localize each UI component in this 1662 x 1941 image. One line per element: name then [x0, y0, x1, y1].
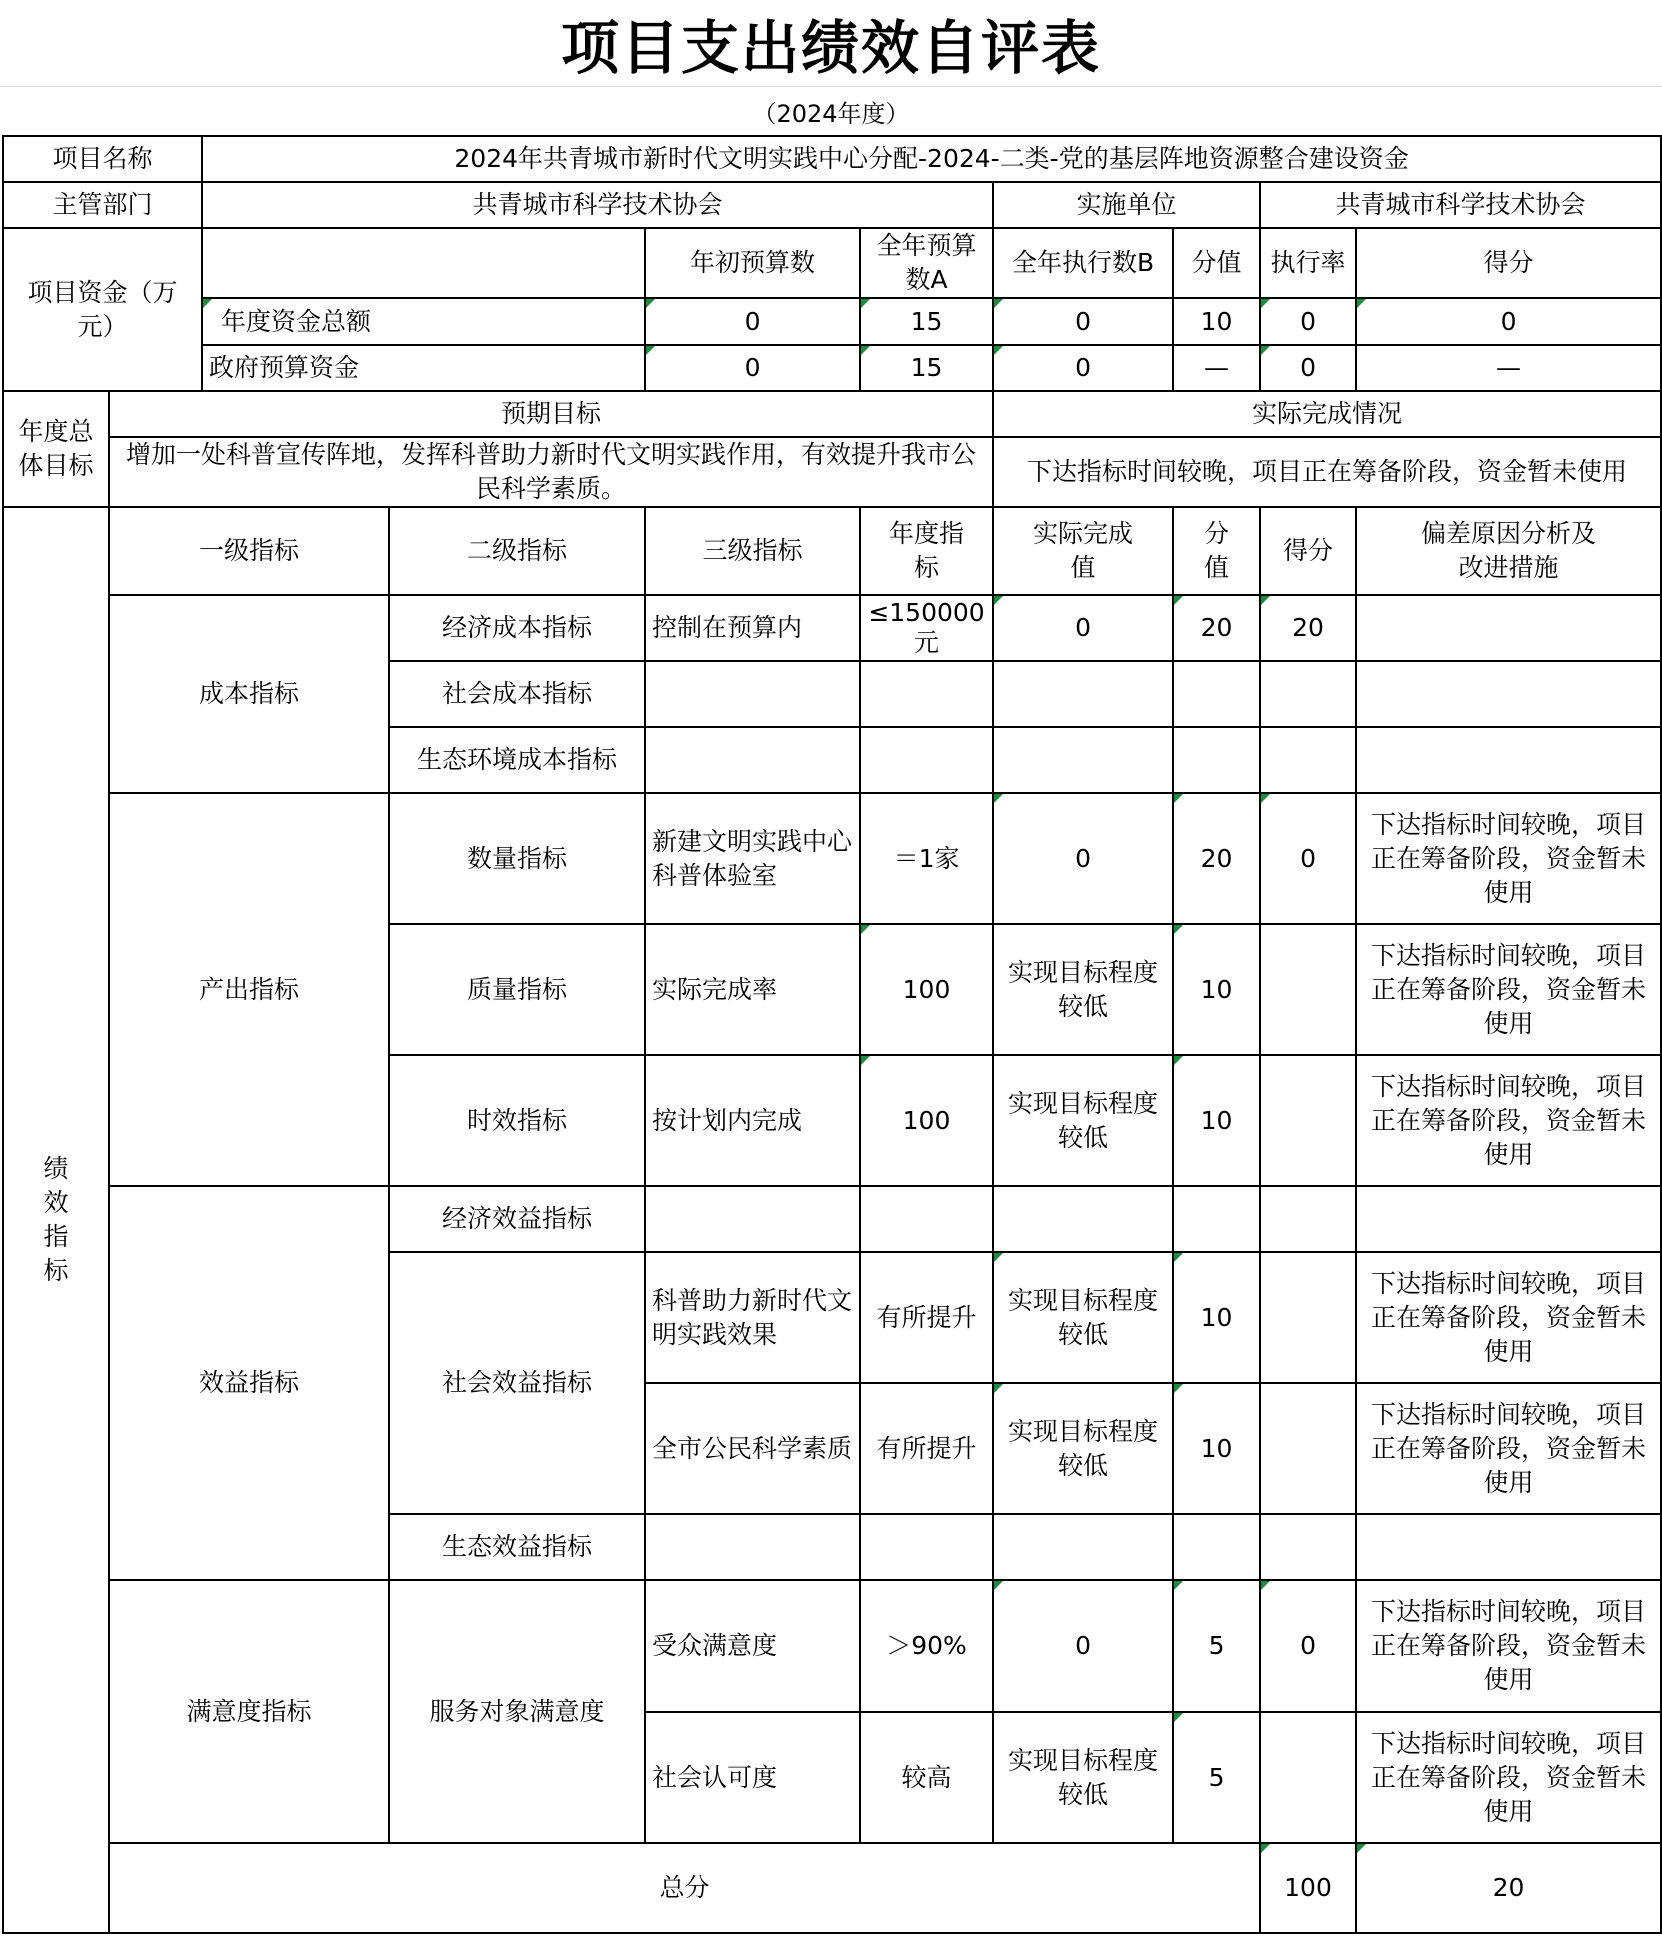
funds-cell: 0 — [993, 345, 1173, 391]
funds-header: 执行率 — [1260, 228, 1356, 298]
weight: 5 — [1173, 1580, 1260, 1712]
empty-cell — [645, 661, 860, 727]
level2-item: 社会效益指标 — [389, 1252, 645, 1514]
indicator: 新建文明实践中心科普体验室 — [645, 793, 860, 924]
indicator: 社会认可度 — [645, 1712, 860, 1843]
perf-header: 年度指标 — [860, 507, 993, 595]
empty-cell — [860, 727, 993, 793]
actual-value: 实现目标程度较低 — [993, 924, 1173, 1055]
level1-satisfaction: 满意度指标 — [109, 1580, 389, 1843]
actual-value: 0 — [993, 793, 1173, 924]
level2-item: 经济效益指标 — [389, 1186, 645, 1252]
project-name-label: 项目名称 — [3, 136, 202, 182]
weight: 10 — [1173, 924, 1260, 1055]
actual-status-header: 实际完成情况 — [993, 391, 1661, 437]
total-label: 总分 — [109, 1843, 1260, 1933]
target: 有所提升 — [860, 1383, 993, 1514]
level2-item: 时效指标 — [389, 1055, 645, 1186]
empty-cell — [645, 1186, 860, 1252]
empty-cell — [860, 661, 993, 727]
funds-header: 年初预算数 — [645, 228, 860, 298]
empty-cell — [993, 1514, 1173, 1580]
target: 100 — [860, 924, 993, 1055]
reason: 下达指标时间较晚，项目正在筹备阶段，资金暂未使用 — [1356, 1383, 1661, 1514]
weight: 10 — [1173, 1252, 1260, 1383]
score — [1260, 1712, 1356, 1843]
impl-value: 共青城市科学技术协会 — [1260, 182, 1661, 228]
funds-header: 分值 — [1173, 228, 1260, 298]
score — [1260, 924, 1356, 1055]
indicator: 控制在预算内 — [645, 595, 860, 661]
funds-cell: 0 — [993, 298, 1173, 345]
target: ＝1家 — [860, 793, 993, 924]
empty-cell — [1356, 727, 1661, 793]
perf-header: 二级指标 — [389, 507, 645, 595]
indicator: 受众满意度 — [645, 1580, 860, 1712]
empty-cell — [1260, 1186, 1356, 1252]
funds-cell: 0 — [1260, 298, 1356, 345]
funds-cell: 0 — [1260, 345, 1356, 391]
funds-cell: 15 — [860, 298, 993, 345]
empty-cell — [1173, 1514, 1260, 1580]
target: 100 — [860, 1055, 993, 1186]
reason: 下达指标时间较晚，项目正在筹备阶段，资金暂未使用 — [1356, 924, 1661, 1055]
score: 0 — [1260, 1580, 1356, 1712]
total-weight: 100 — [1260, 1843, 1356, 1933]
perf-header: 一级指标 — [109, 507, 389, 595]
indicator: 科普助力新时代文明实践效果 — [645, 1252, 860, 1383]
empty-cell — [645, 727, 860, 793]
expected-goal: 增加一处科普宣传阵地，发挥科普助力新时代文明实践作用，有效提升我市公民科学素质。 — [109, 437, 993, 507]
score: 0 — [1260, 793, 1356, 924]
empty-cell — [1173, 727, 1260, 793]
funds-cell: — — [1356, 345, 1661, 391]
total-score: 20 — [1356, 1843, 1661, 1933]
empty-cell — [645, 1514, 860, 1580]
perf-header: 实际完成值 — [993, 507, 1173, 595]
actual-value: 实现目标程度较低 — [993, 1252, 1173, 1383]
indicator: 实际完成率 — [645, 924, 860, 1055]
funds-header-blank — [202, 228, 645, 298]
weight: 10 — [1173, 1383, 1260, 1514]
reason: 下达指标时间较晚，项目正在筹备阶段，资金暂未使用 — [1356, 1055, 1661, 1186]
funds-cell: 0 — [645, 345, 860, 391]
indicator: 全市公民科学素质 — [645, 1383, 860, 1514]
funds-cell: 0 — [1356, 298, 1661, 345]
weight: 5 — [1173, 1712, 1260, 1843]
dept-value: 共青城市科学技术协会 — [202, 182, 993, 228]
reason — [1356, 595, 1661, 661]
weight: 20 — [1173, 793, 1260, 924]
reason: 下达指标时间较晚，项目正在筹备阶段，资金暂未使用 — [1356, 1580, 1661, 1712]
empty-cell — [860, 1186, 993, 1252]
actual-value: 实现目标程度较低 — [993, 1055, 1173, 1186]
empty-cell — [1260, 727, 1356, 793]
level2-item: 生态环境成本指标 — [389, 727, 645, 793]
empty-cell — [1356, 661, 1661, 727]
target: ＞90% — [860, 1580, 993, 1712]
empty-cell — [993, 661, 1173, 727]
expected-goal-header: 预期目标 — [109, 391, 993, 437]
weight: 10 — [1173, 1055, 1260, 1186]
self-evaluation-table — [2, 135, 1662, 1934]
level2-item: 数量指标 — [389, 793, 645, 924]
level2-item: 服务对象满意度 — [389, 1580, 645, 1843]
weight: 20 — [1173, 595, 1260, 661]
level1-benefit: 效益指标 — [109, 1186, 389, 1580]
empty-cell — [1173, 1186, 1260, 1252]
actual-value: 实现目标程度较低 — [993, 1712, 1173, 1843]
level2-item: 质量指标 — [389, 924, 645, 1055]
level2-item: 经济成本指标 — [389, 595, 645, 661]
score — [1260, 1055, 1356, 1186]
funds-label: 项目资金（万元） — [3, 228, 202, 391]
target: 较高 — [860, 1712, 993, 1843]
score — [1260, 1383, 1356, 1514]
funds-cell: 15 — [860, 345, 993, 391]
actual-value: 实现目标程度较低 — [993, 1383, 1173, 1514]
funds-cell: 10 — [1173, 298, 1260, 345]
reason: 下达指标时间较晚，项目正在筹备阶段，资金暂未使用 — [1356, 1252, 1661, 1383]
project-name-value: 2024年共青城市新时代文明实践中心分配-2024-二类-党的基层阵地资源整合建设资金 — [202, 136, 1661, 182]
form-title: 项目支出绩效自评表 — [0, 0, 1662, 87]
empty-cell — [1356, 1186, 1661, 1252]
perf-header: 分值 — [1173, 507, 1260, 595]
funds-header: 全年执行数B — [993, 228, 1173, 298]
level2-item: 社会成本指标 — [389, 661, 645, 727]
empty-cell — [860, 1514, 993, 1580]
funds-header: 全年预算数A — [860, 228, 993, 298]
target: ≤150000元 — [860, 595, 993, 661]
empty-cell — [1260, 661, 1356, 727]
funds-cell: 0 — [645, 298, 860, 345]
reason: 下达指标时间较晚，项目正在筹备阶段，资金暂未使用 — [1356, 793, 1661, 924]
level2-item: 生态效益指标 — [389, 1514, 645, 1580]
funds-header: 得分 — [1356, 228, 1661, 298]
empty-cell — [1260, 1514, 1356, 1580]
funds-row-label: 年度资金总额 — [202, 298, 645, 345]
empty-cell — [993, 1186, 1173, 1252]
funds-cell: — — [1173, 345, 1260, 391]
dept-label: 主管部门 — [3, 182, 202, 228]
score: 20 — [1260, 595, 1356, 661]
actual-value: 0 — [993, 595, 1173, 661]
actual-status: 下达指标时间较晚，项目正在筹备阶段，资金暂未使用 — [993, 437, 1661, 507]
funds-row-label: 政府预算资金 — [202, 345, 645, 391]
empty-cell — [993, 727, 1173, 793]
empty-cell — [1173, 661, 1260, 727]
perf-header: 得分 — [1260, 507, 1356, 595]
level1-output: 产出指标 — [109, 793, 389, 1186]
impl-label: 实施单位 — [993, 182, 1260, 228]
level1-cost: 成本指标 — [109, 595, 389, 793]
reason: 下达指标时间较晚，项目正在筹备阶段，资金暂未使用 — [1356, 1712, 1661, 1843]
perf-header: 偏差原因分析及改进措施 — [1356, 507, 1661, 595]
actual-value: 0 — [993, 1580, 1173, 1712]
goals-label: 年度总体目标 — [3, 391, 109, 507]
score — [1260, 1252, 1356, 1383]
empty-cell — [1356, 1514, 1661, 1580]
target: 有所提升 — [860, 1252, 993, 1383]
perf-label: 绩效指标 — [3, 507, 109, 1933]
perf-header: 三级指标 — [645, 507, 860, 595]
form-year: （2024年度） — [752, 99, 910, 128]
indicator: 按计划内完成 — [645, 1055, 860, 1186]
